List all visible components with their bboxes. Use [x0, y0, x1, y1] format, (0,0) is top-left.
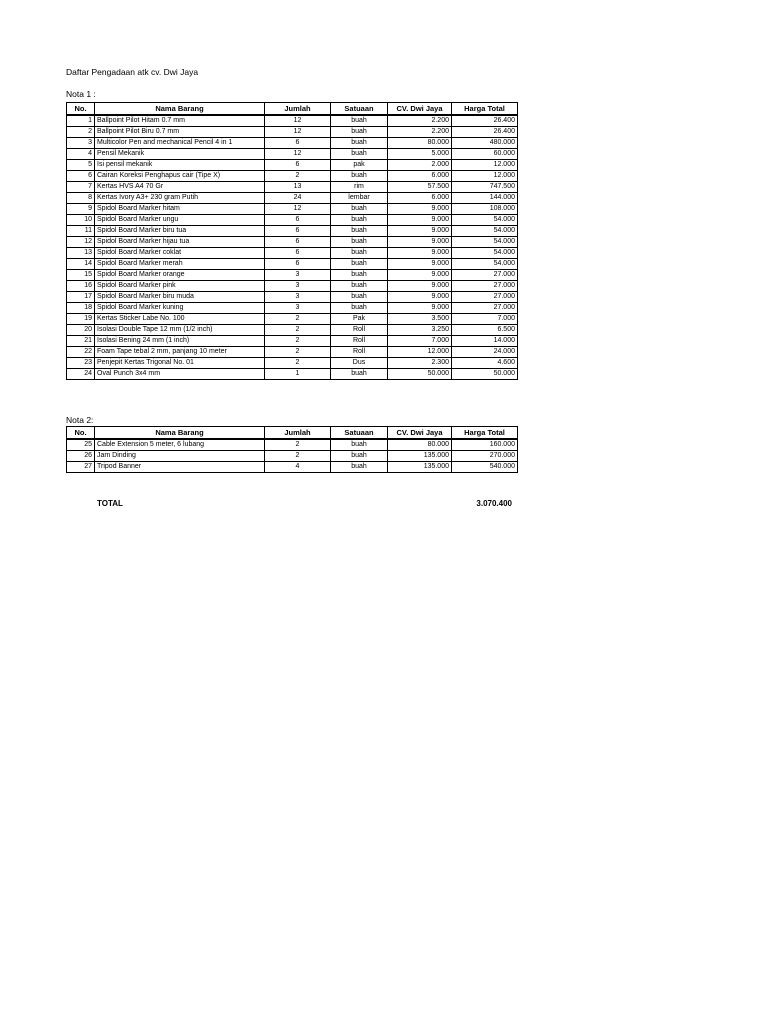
cell-no: 6: [67, 171, 95, 182]
cell-no: 21: [67, 336, 95, 347]
cell-unit: pak: [331, 160, 388, 171]
cell-price: 80.000: [388, 138, 452, 149]
table-row: [67, 171, 518, 182]
cell-no: 12: [67, 237, 95, 248]
cell-total: 54.000: [452, 226, 518, 237]
cell-qty: 2: [265, 358, 331, 369]
cell-unit: rim: [331, 182, 388, 193]
cell-total: 26.400: [452, 115, 518, 127]
cell-total: 108.000: [452, 204, 518, 215]
cell-no: 2: [67, 127, 95, 138]
cell-qty: 3: [265, 292, 331, 303]
cell-price: 9.000: [388, 204, 452, 215]
table-header-row: [67, 103, 518, 116]
cell-name: Isolasi Double Tape 12 mm (1/2 inch): [95, 325, 265, 336]
header-no: No.: [67, 427, 95, 440]
cell-no: 16: [67, 281, 95, 292]
cell-qty: 3: [265, 281, 331, 292]
table-header-row: [67, 427, 518, 440]
cell-qty: 1: [265, 369, 331, 380]
cell-qty: 6: [265, 160, 331, 171]
cell-unit: buah: [331, 149, 388, 160]
table-row: [67, 292, 518, 303]
table-row: [67, 182, 518, 193]
cell-total: 540.000: [452, 462, 518, 473]
cell-name: Kertas HVS A4 70 Gr: [95, 182, 265, 193]
cell-name: Spidol Board Marker orange: [95, 270, 265, 281]
cell-qty: 2: [265, 347, 331, 358]
cell-no: 4: [67, 149, 95, 160]
cell-unit: Roll: [331, 336, 388, 347]
cell-unit: buah: [331, 127, 388, 138]
header-name: Nama Barang: [95, 427, 265, 440]
cell-name: Penjepit Kertas Trigonal No. 01: [95, 358, 265, 369]
cell-unit: buah: [331, 292, 388, 303]
document-title: Daftar Pengadaan atk cv. Dwi Jaya: [66, 67, 199, 77]
cell-price: 2.200: [388, 115, 452, 127]
cell-name: Spidol Board Marker ungu: [95, 215, 265, 226]
cell-no: 18: [67, 303, 95, 314]
cell-name: Multicolor Pen and mechanical Pencil 4 in 1: [95, 138, 265, 149]
cell-total: 7.000: [452, 314, 518, 325]
cell-name: Tripod Banner: [95, 462, 265, 473]
nota-1-label: Nota 1 :: [66, 89, 96, 99]
cell-total: 26.400: [452, 127, 518, 138]
cell-qty: 2: [265, 171, 331, 182]
cell-total: 24.000: [452, 347, 518, 358]
cell-no: 7: [67, 182, 95, 193]
table-row: [67, 127, 518, 138]
cell-no: 10: [67, 215, 95, 226]
header-qty: Jumlah: [265, 427, 331, 440]
cell-name: Spidol Board Marker kuning: [95, 303, 265, 314]
cell-unit: buah: [331, 248, 388, 259]
cell-total: 270.000: [452, 451, 518, 462]
cell-total: 54.000: [452, 248, 518, 259]
cell-price: 9.000: [388, 270, 452, 281]
cell-no: 13: [67, 248, 95, 259]
cell-total: 12.000: [452, 160, 518, 171]
cell-name: Jam Dinding: [95, 451, 265, 462]
cell-total: 480.000: [452, 138, 518, 149]
cell-qty: 3: [265, 303, 331, 314]
cell-no: 24: [67, 369, 95, 380]
cell-name: Spidol Board Marker coklat: [95, 248, 265, 259]
cell-unit: Dus: [331, 358, 388, 369]
cell-name: Isolasi Bening 24 mm (1 inch): [95, 336, 265, 347]
table-row: [67, 336, 518, 347]
cell-no: 8: [67, 193, 95, 204]
cell-unit: buah: [331, 115, 388, 127]
cell-no: 19: [67, 314, 95, 325]
cell-total: 14.000: [452, 336, 518, 347]
cell-total: 54.000: [452, 259, 518, 270]
cell-unit: buah: [331, 138, 388, 149]
cell-qty: 3: [265, 270, 331, 281]
cell-no: 3: [67, 138, 95, 149]
cell-name: Ballpoint Pilot Hitam 0.7 mm: [95, 115, 265, 127]
cell-price: 12.000: [388, 347, 452, 358]
cell-no: 23: [67, 358, 95, 369]
cell-no: 27: [67, 462, 95, 473]
cell-unit: buah: [331, 439, 388, 451]
cell-no: 5: [67, 160, 95, 171]
header-unit: Satuaan: [331, 427, 388, 440]
cell-qty: 12: [265, 204, 331, 215]
cell-total: 12.000: [452, 171, 518, 182]
cell-price: 9.000: [388, 226, 452, 237]
header-price: CV. Dwi Jaya: [388, 427, 452, 440]
cell-qty: 6: [265, 138, 331, 149]
cell-total: 144.000: [452, 193, 518, 204]
cell-qty: 12: [265, 149, 331, 160]
cell-name: Spidol Board Marker biru tua: [95, 226, 265, 237]
cell-total: 50.000: [452, 369, 518, 380]
cell-qty: 6: [265, 237, 331, 248]
cell-price: 9.000: [388, 248, 452, 259]
table-row: [67, 451, 518, 462]
cell-no: 26: [67, 451, 95, 462]
cell-price: 3.500: [388, 314, 452, 325]
cell-no: 1: [67, 115, 95, 127]
cell-price: 9.000: [388, 259, 452, 270]
table-row: [67, 138, 518, 149]
cell-total: 60.000: [452, 149, 518, 160]
cell-name: Kertas Ivory A3+ 230 gram Putih: [95, 193, 265, 204]
cell-price: 135.000: [388, 451, 452, 462]
cell-name: Spidol Board Marker hitam: [95, 204, 265, 215]
table-row: [67, 204, 518, 215]
table-row: [67, 347, 518, 358]
cell-qty: 6: [265, 248, 331, 259]
cell-unit: Roll: [331, 325, 388, 336]
cell-unit: buah: [331, 451, 388, 462]
cell-unit: buah: [331, 226, 388, 237]
cell-qty: 13: [265, 182, 331, 193]
cell-qty: 12: [265, 115, 331, 127]
cell-total: 27.000: [452, 281, 518, 292]
cell-name: Pensil Mekanik: [95, 149, 265, 160]
cell-no: 15: [67, 270, 95, 281]
nota-1-rows: [67, 115, 518, 380]
cell-name: Spidol Board Marker biru muda: [95, 292, 265, 303]
cell-no: 25: [67, 439, 95, 451]
cell-qty: 2: [265, 336, 331, 347]
table-row: [67, 160, 518, 171]
cell-name: Spidol Board Marker pink: [95, 281, 265, 292]
cell-name: Spidol Board Marker hijau tua: [95, 237, 265, 248]
cell-total: 6.500: [452, 325, 518, 336]
cell-unit: buah: [331, 281, 388, 292]
cell-total: 54.000: [452, 237, 518, 248]
cell-qty: 2: [265, 314, 331, 325]
cell-no: 22: [67, 347, 95, 358]
nota-1-table: [66, 102, 518, 380]
cell-price: 2.000: [388, 160, 452, 171]
table-row: [67, 248, 518, 259]
cell-qty: 6: [265, 226, 331, 237]
cell-no: 17: [67, 292, 95, 303]
table-row: [67, 281, 518, 292]
cell-total: 27.000: [452, 292, 518, 303]
cell-price: 135.000: [388, 462, 452, 473]
header-total: Harga Total: [452, 103, 518, 116]
total-label: TOTAL: [97, 499, 123, 508]
table-row: [67, 193, 518, 204]
table-row: [67, 270, 518, 281]
cell-unit: Pak: [331, 314, 388, 325]
table-row: [67, 115, 518, 127]
cell-unit: buah: [331, 303, 388, 314]
cell-price: 6.000: [388, 171, 452, 182]
cell-name: Isi pensil mekanik: [95, 160, 265, 171]
cell-name: Oval Punch 3x4 mm: [95, 369, 265, 380]
cell-name: Spidol Board Marker merah: [95, 259, 265, 270]
header-price: CV. Dwi Jaya: [388, 103, 452, 116]
cell-no: 9: [67, 204, 95, 215]
cell-name: Cable Extension 5 meter, 6 lubang: [95, 439, 265, 451]
total-value: 3.070.400: [476, 499, 512, 508]
table-row: [67, 226, 518, 237]
cell-qty: 4: [265, 462, 331, 473]
cell-total: 160.000: [452, 439, 518, 451]
cell-price: 2.200: [388, 127, 452, 138]
table-row: [67, 237, 518, 248]
cell-qty: 6: [265, 259, 331, 270]
cell-qty: 2: [265, 439, 331, 451]
cell-no: 11: [67, 226, 95, 237]
cell-price: 80.000: [388, 439, 452, 451]
table-row: [67, 369, 518, 380]
cell-unit: buah: [331, 204, 388, 215]
table-row: [67, 215, 518, 226]
cell-price: 9.000: [388, 303, 452, 314]
nota-2-label: Nota 2:: [66, 415, 94, 425]
table-row: [67, 462, 518, 473]
header-total: Harga Total: [452, 427, 518, 440]
header-no: No.: [67, 103, 95, 116]
cell-name: Foam Tape tebal 2 mm, panjang 10 meter: [95, 347, 265, 358]
cell-unit: buah: [331, 237, 388, 248]
table-row: [67, 149, 518, 160]
cell-unit: buah: [331, 270, 388, 281]
header-qty: Jumlah: [265, 103, 331, 116]
cell-unit: lembar: [331, 193, 388, 204]
cell-unit: buah: [331, 215, 388, 226]
cell-price: 7.000: [388, 336, 452, 347]
table-row: [67, 314, 518, 325]
cell-no: 14: [67, 259, 95, 270]
cell-unit: buah: [331, 462, 388, 473]
cell-price: 9.000: [388, 292, 452, 303]
cell-price: 2.300: [388, 358, 452, 369]
header-name: Nama Barang: [95, 103, 265, 116]
table-row: [67, 358, 518, 369]
cell-name: Ballpoint Pilot Biru 0.7 mm: [95, 127, 265, 138]
cell-total: 4.600: [452, 358, 518, 369]
nota-2-rows: [67, 439, 518, 473]
header-unit: Satuaan: [331, 103, 388, 116]
cell-qty: 2: [265, 325, 331, 336]
cell-price: 9.000: [388, 281, 452, 292]
cell-total: 747.500: [452, 182, 518, 193]
table-row: [67, 303, 518, 314]
cell-qty: 6: [265, 215, 331, 226]
cell-price: 6.000: [388, 193, 452, 204]
cell-qty: 12: [265, 127, 331, 138]
cell-name: Kertas Sticker Labe No. 100: [95, 314, 265, 325]
cell-total: 27.000: [452, 270, 518, 281]
table-row: [67, 259, 518, 270]
table-row: [67, 325, 518, 336]
cell-total: 27.000: [452, 303, 518, 314]
cell-qty: 2: [265, 451, 331, 462]
cell-price: 5.000: [388, 149, 452, 160]
cell-unit: buah: [331, 259, 388, 270]
cell-qty: 24: [265, 193, 331, 204]
cell-price: 50.000: [388, 369, 452, 380]
cell-unit: buah: [331, 369, 388, 380]
nota-2-table: [66, 426, 518, 473]
cell-price: 57.500: [388, 182, 452, 193]
cell-unit: buah: [331, 171, 388, 182]
table-row: [67, 439, 518, 451]
cell-no: 20: [67, 325, 95, 336]
cell-total: 54.000: [452, 215, 518, 226]
cell-name: Cairan Koreksi Penghapus cair (Tipe X): [95, 171, 265, 182]
cell-price: 3.250: [388, 325, 452, 336]
cell-price: 9.000: [388, 237, 452, 248]
cell-price: 9.000: [388, 215, 452, 226]
cell-unit: Roll: [331, 347, 388, 358]
